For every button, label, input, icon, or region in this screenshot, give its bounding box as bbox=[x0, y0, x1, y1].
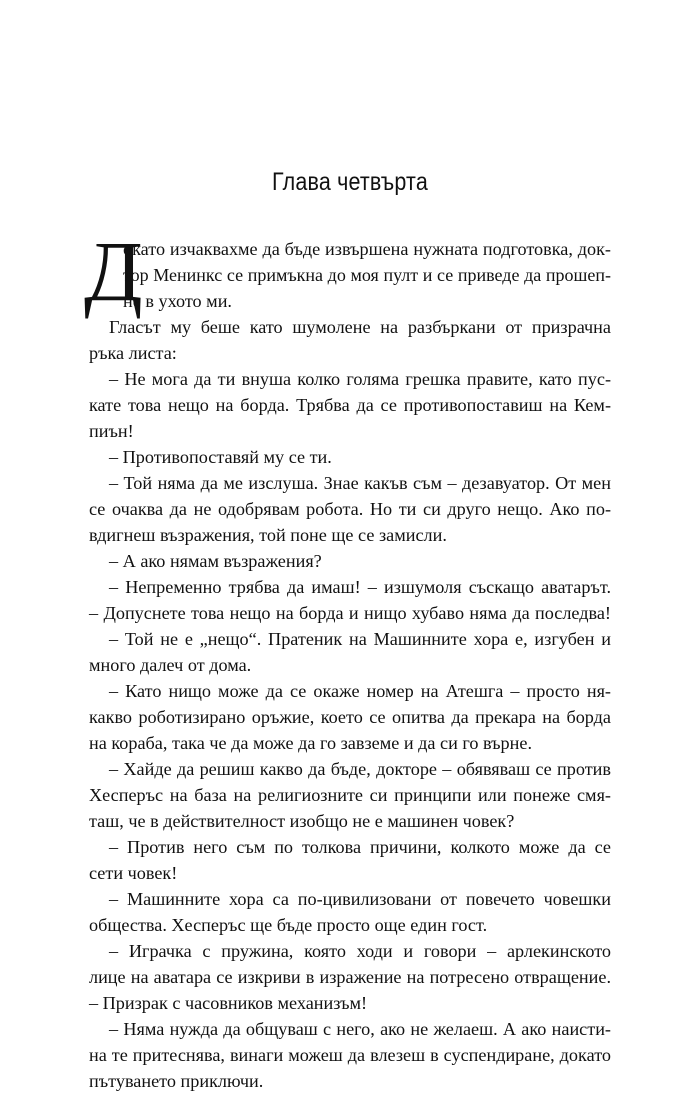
text-line: се очаква да не одобрявам робота. Но ти си друго нещо. Ако по- bbox=[89, 499, 611, 519]
text-line: общества. Хесперъс ще бъде просто още един гост. bbox=[89, 915, 488, 935]
text-line: не в ухото ми. bbox=[123, 291, 232, 311]
text-line: – Той не е „нещо“. Пратеник на Машинните хора е, изгубен и bbox=[109, 629, 611, 649]
text-line: – Той няма да ме изслуша. Знае какъв съм – дезавуатор. От мен bbox=[109, 473, 611, 493]
text-line: окато изчаквахме да бъде извършена нужната подготовка, док- bbox=[123, 239, 611, 259]
text-line: – Няма нужда да общуваш с него, ако не желаеш. А ако наисти- bbox=[109, 1019, 611, 1039]
drop-cap: Д bbox=[84, 223, 143, 319]
text-line: – Противопоставяй му се ти. bbox=[109, 447, 332, 467]
text-line: тор Менинкс се примъкна до моя пулт и се приведе да прошеп- bbox=[123, 265, 611, 285]
text-line: пътуването приключи. bbox=[89, 1071, 264, 1091]
text-line: – Не мога да ти внуша колко голяма грешка правите, като пус- bbox=[109, 369, 611, 389]
text-line: Хесперъс на база на религиозните си принципи или понеже смя- bbox=[89, 785, 611, 805]
text-line: Гласът му беше като шумолене на разбъркани от призрачна bbox=[109, 317, 611, 337]
text-line: вдигнеш възражения, той поне ще се замисли. bbox=[89, 525, 447, 545]
text-line: – Хайде да решиш какво да бъде, докторе – обявяваш се против bbox=[109, 759, 611, 779]
text-line: много далеч от дома. bbox=[89, 655, 252, 675]
text-line: сети човек! bbox=[89, 863, 178, 883]
text-line: – Като нищо може да се окаже номер на Атешга – просто ня- bbox=[109, 681, 611, 701]
chapter-title: Глава четвърта bbox=[272, 168, 428, 196]
text-line: ръка листа: bbox=[89, 343, 177, 363]
text-line: – Допуснете това нещо на борда и нищо хубаво няма да последва! bbox=[89, 603, 611, 623]
text-line: какво роботизирано оръжие, което се опитва да прекара на борда bbox=[89, 707, 611, 727]
text-line: – Призрак с часовников механизъм! bbox=[89, 993, 368, 1013]
text-line: на те притеснява, винаги можеш да влезеш в суспендиране, докато bbox=[89, 1045, 611, 1065]
body-text bbox=[89, 236, 611, 1094]
text-line: лице на аватара се изкриви в изражение на потресено отвращение. bbox=[89, 967, 611, 987]
text-line: – Играчка с пружина, която ходи и говори – арлекинското bbox=[109, 941, 611, 961]
text-line: – Против него съм по толкова причини, колкото може да се bbox=[109, 837, 611, 857]
text-line: – А ако нямам възражения? bbox=[109, 551, 322, 571]
text-line: таш, че в действителност изобщо не е машинен човек? bbox=[89, 811, 515, 831]
text-line: на кораба, така че да може да го завземе и да си го върне. bbox=[89, 733, 532, 753]
text-line: кате това нещо на борда. Трябва да се противопоставиш на Кем- bbox=[89, 395, 611, 415]
text-line: – Непременно трябва да имаш! – изшумоля съскащо аватарът. bbox=[109, 577, 611, 597]
text-line: пиън! bbox=[89, 421, 134, 441]
text-line: – Машинните хора са по-цивилизовани от повечето човешки bbox=[109, 889, 611, 909]
